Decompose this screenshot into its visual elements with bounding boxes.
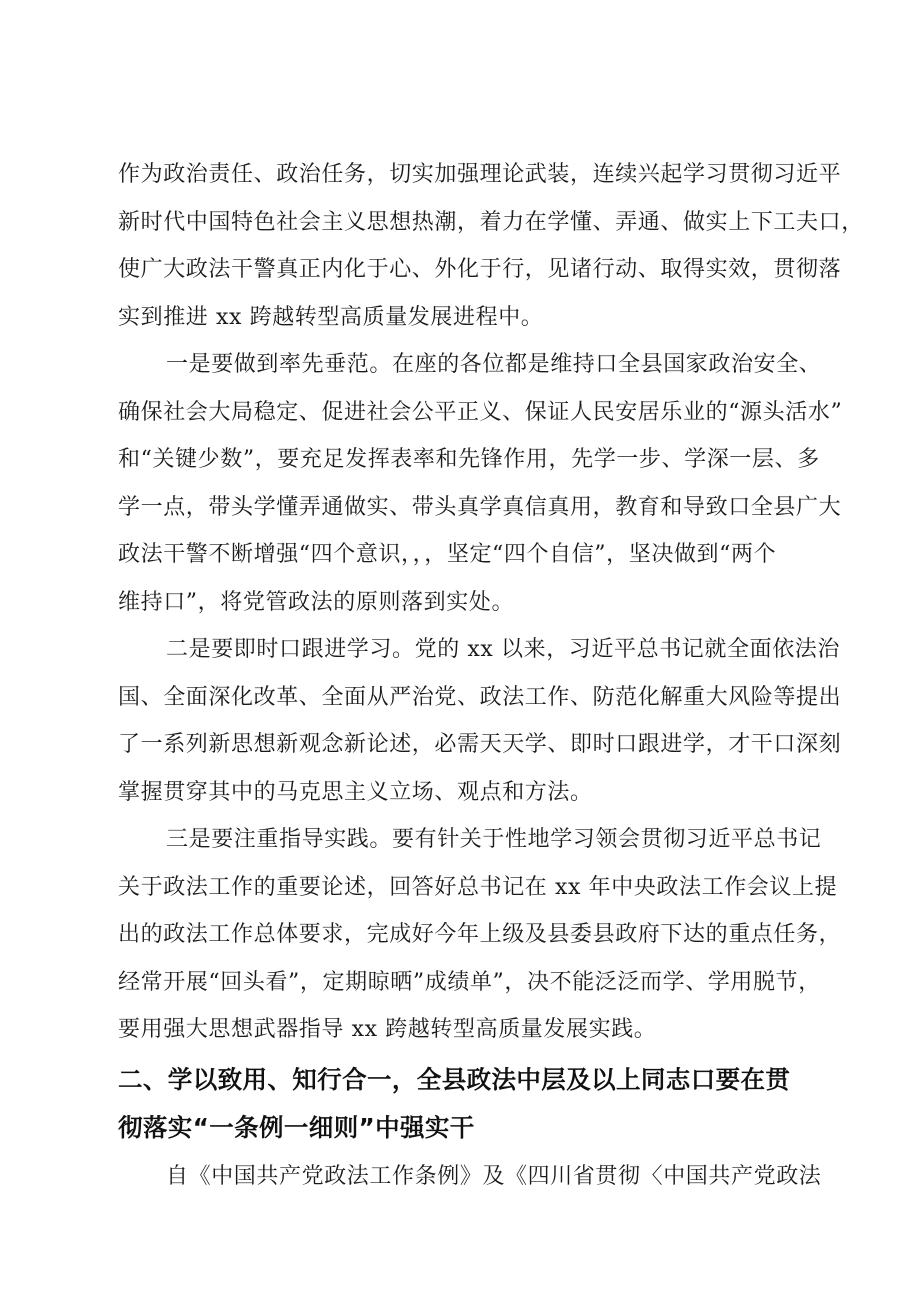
text-line: 学一点，带头学懂弄通做实、带头真学真信真用，教育和导致口全县广大 xyxy=(118,494,842,520)
text-line: 三是要注重指导实践。要有针关于性地学习领会贯彻习近平总书记 xyxy=(166,827,822,852)
text-line: 掌握贯穿其中的马克思主义立场、观点和方法。 xyxy=(118,779,593,805)
text-line: 政法干警不断增强“四个意识，，，坚定“四个自信”，坚决做到“两个 xyxy=(118,542,777,567)
text-line: 和“关键少数”，要充足发挥表率和先锋作用，先学一步、学深一层、多 xyxy=(118,447,820,472)
text-line: 维持口”，将党管政法的原则落到实处。 xyxy=(118,589,515,615)
text-line: 二是要即时口跟进学习。党的 xx 以来，习近平总书记就全面依法治 xyxy=(166,637,841,662)
text-line: 经常开展“回头看”，定期晾晒”成绩单”，决不能泛泛而学、学用脱节， xyxy=(118,969,821,995)
heading-line: 彻落实“一条例一细则”中强实干 xyxy=(118,1112,475,1142)
heading-line: 二、学以致用、知行合一，全县政法中层及以上同志口要在贯 xyxy=(118,1064,791,1094)
text-line: 关于政法工作的重要论述，回答好总书记在 xx 年中央政法工作会议上提 xyxy=(118,874,838,900)
paragraph-continued xyxy=(118,151,864,341)
text-line: 作为政治责任、政治任务，切实加强理论武装，连续兴起学习贯彻习近平 xyxy=(118,162,842,187)
document-body xyxy=(118,151,864,1200)
text-line: 出的政法工作总体要求，完成好今年上级及县委县政府下达的重点任务， xyxy=(118,922,842,947)
paragraph-regulations xyxy=(118,1153,822,1201)
text-line: 了一系列新思想新观念新论述，必需天天学、即时口跟进学，才干口深刻 xyxy=(118,732,842,757)
text-line: 实到推进 xx 跨越转型高质量发展进程中。 xyxy=(118,304,544,330)
section-heading xyxy=(118,1056,808,1152)
text-line: 确保社会大局稳定、促进社会公平正义、保证人民安居乐业的“源头活水” xyxy=(118,399,843,425)
text-line: 国、全面深化改革、全面从严治党、政法工作、防范化解重大风险等提出 xyxy=(118,684,842,710)
paragraph-lead-by-example xyxy=(118,341,843,626)
text-line: 新时代中国特色社会主义思想热潮，着力在学懂、弄通、做实上下工夫口， xyxy=(118,209,864,235)
paragraph-timely-study xyxy=(118,626,842,816)
text-line: 自《中国共产党政法工作条例》及《四川省贯彻〈中国共产党政法 xyxy=(166,1163,822,1189)
paragraph-guide-practice xyxy=(118,816,842,1054)
text-line: 一是要做到率先垂范。在座的各位都是维持口全县国家政治安全、 xyxy=(166,352,822,377)
text-line: 使广大政法干警真正内化于心、外化于行，见诸行动、取得实效，贯彻落 xyxy=(118,257,842,282)
text-line: 要用强大思想武器指导 xx 跨越转型高质量发展实践。 xyxy=(118,1017,657,1042)
